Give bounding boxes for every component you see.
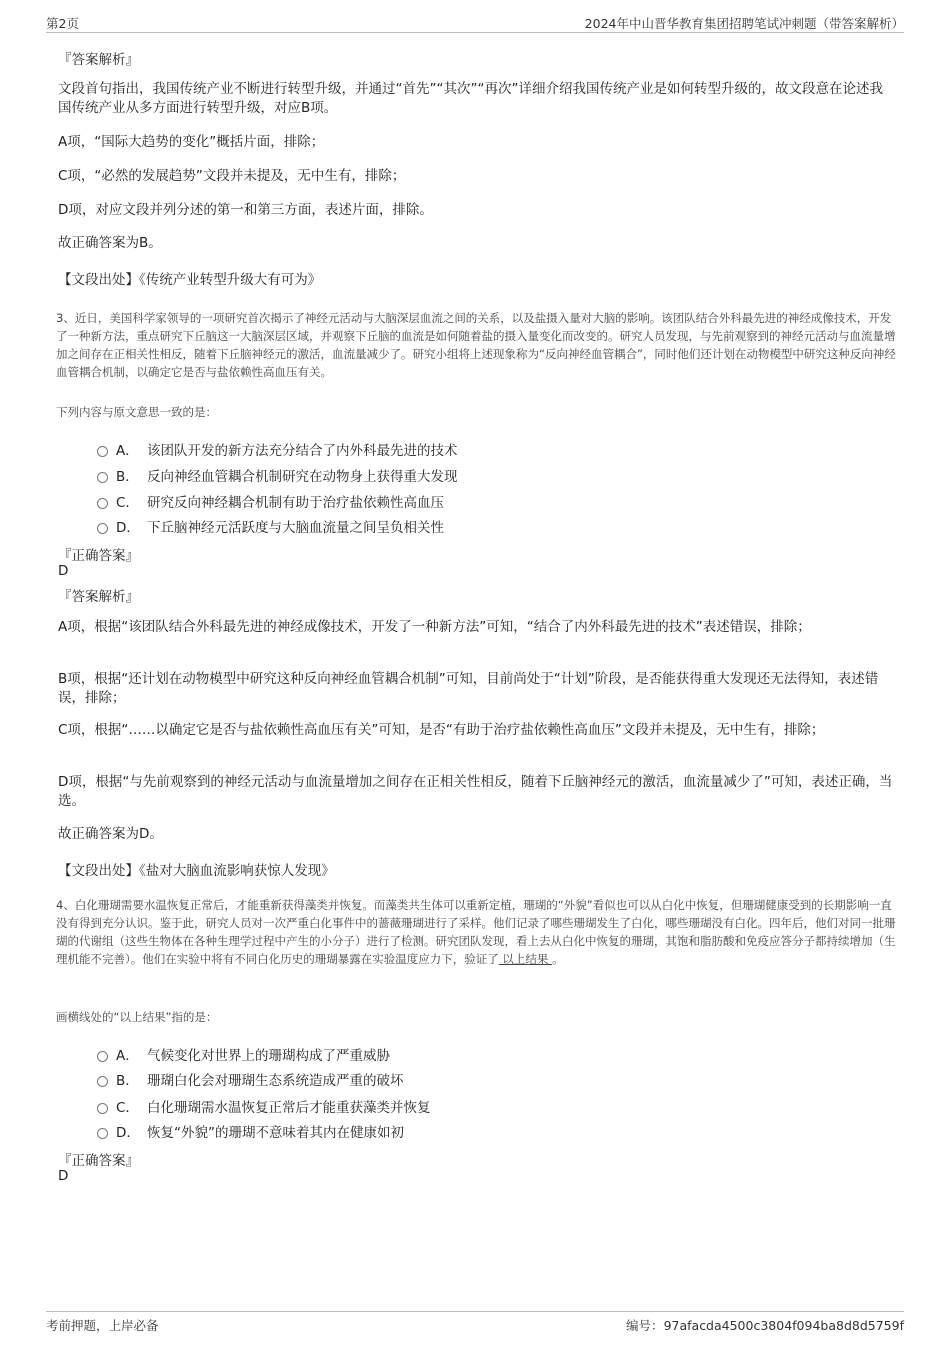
q4-option-b[interactable] [97, 1069, 404, 1089]
q3-option-b[interactable] [97, 465, 458, 485]
q3-analysis-title: 『答案解析』 [58, 589, 139, 605]
q4-prompt: 画横线处的“以上结果”指的是： [56, 1010, 218, 1024]
option-text: 反向神经血管耦合机制研究在动物身上获得重大发现 [147, 469, 458, 485]
q2-analysis-para: 文段首句指出，我国传统产业不断进行转型升级，并通过“首先”“其次”“再次”详细介绍我国传统产业是如何转型升级的，故文段意在论述我国传统产业从多方面进行转型升级，对应B项。 [58, 81, 883, 116]
option-letter: B． [116, 469, 139, 485]
q2-analysis-para: A项，“国际大趋势的变化”概括片面，排除； [58, 134, 325, 150]
option-letter: B． [116, 1073, 139, 1089]
option-text: 下丘脑神经元活跃度与大脑血流量之间呈负相关性 [147, 520, 444, 536]
q2-analysis-para: C项，“必然的发展趋势”文段并未提及，无中生有，排除； [58, 168, 406, 184]
footer-slogan: 考前押题，上岸必备 [46, 1318, 159, 1333]
q4-option-c[interactable] [97, 1096, 431, 1116]
radio-icon[interactable] [97, 1076, 108, 1087]
option-letter: D． [116, 1125, 140, 1141]
q2-analysis-title: 『答案解析』 [58, 52, 139, 68]
radio-icon[interactable] [97, 1103, 108, 1114]
q3-correct-answer: D [58, 563, 69, 579]
q2-analysis-para: D项，对应文段并列分述的第一和第三方面，表述片面，排除。 [58, 202, 433, 218]
q4-correct-answer: D [58, 1168, 69, 1184]
option-letter: A． [116, 1048, 139, 1064]
q4-option-d[interactable] [97, 1121, 404, 1141]
option-text: 白化珊瑚需水温恢复正常后才能重获藻类并恢复 [147, 1100, 431, 1116]
q3-option-a[interactable] [97, 439, 458, 459]
q3-analysis-para: A项，根据“该团队结合外科最先进的神经成像技术，开发了一种新方法”可知，“结合了内外科最先进的技术”表述错误，排除； [58, 619, 811, 635]
q3-option-c[interactable] [97, 491, 444, 511]
page-header [46, 12, 904, 33]
q3-prompt: 下列内容与原文意思一致的是： [56, 405, 217, 419]
option-text: 气候变化对世界上的珊瑚构成了严重威胁 [147, 1048, 390, 1064]
q2-conclusion: 故正确答案为B。 [58, 235, 162, 251]
radio-icon[interactable] [97, 523, 108, 534]
q3-analysis-para: B项，根据“还计划在动物模型中研究这种反向神经血管耦合机制”可知，目前尚处于“计划”阶段，是否能获得重大发现还无法得知，表述错误，排除； [58, 671, 879, 706]
option-text: 研究反向神经耦合机制有助于治疗盐依赖性高血压 [147, 495, 444, 511]
underlined-phrase: 以上结果 [498, 952, 553, 966]
option-text: 该团队开发的新方法充分结合了内外科最先进的技术 [147, 443, 458, 459]
q4-correct-title: 『正确答案』 [58, 1153, 139, 1169]
document-code: 编号：97afacda4500c3804f094ba8d8d5759f [626, 1318, 904, 1333]
q4-stem: 4、白化珊瑚需要水温恢复正常后，才能重新获得藻类并恢复。而藻类共生体可以重新定植，珊瑚的“外貌”看似也可以从白化中恢复，但珊瑚健康受到的长期影响一直没有得到充分认识。鉴于此，研究人员对一次严重白化事件中的蔷薇珊瑚进行了采样。他们记录了哪些珊瑚发生了白化，哪些珊瑚没有白化。四年后，他们对同一批珊瑚的代谢组（这些生物体在各种生理学过程中产生的小分子）进行了检测。研究团队发现，看上去从白化中恢复的珊瑚，其饱和脂肪酸和免疫应答分子都持续增加（生理机能不完善）。他们在实验中将有不同白化历史的珊瑚暴露在实验温度应力下，验证了 以上结果 。 [56, 898, 896, 966]
radio-icon[interactable] [97, 1051, 108, 1062]
q3-correct-title: 『正确答案』 [58, 548, 139, 564]
option-letter: C． [116, 495, 139, 511]
option-text: 珊瑚白化会对珊瑚生态系统造成严重的破坏 [147, 1073, 404, 1089]
option-letter: A． [116, 443, 139, 459]
q3-option-d[interactable] [97, 516, 444, 536]
q2-source: 【文段出处】《传统产业转型升级大有可为》 [58, 272, 322, 288]
option-letter: D． [116, 520, 140, 536]
q3-source: 【文段出处】《盐对大脑血流影响获惊人发现》 [58, 863, 335, 879]
page-number: 第2页 [46, 16, 79, 31]
q4-option-a[interactable] [97, 1044, 390, 1064]
page-footer [46, 1311, 904, 1334]
q3-analysis-para: C项，根据“……以确定它是否与盐依赖性高血压有关”可知，是否“有助于治疗盐依赖性高血压”文段并未提及，无中生有，排除； [58, 722, 825, 738]
radio-icon[interactable] [97, 446, 108, 457]
option-text: 恢复“外貌”的珊瑚不意味着其内在健康如初 [147, 1125, 404, 1141]
document-title: 2024年中山晋华教育集团招聘笔试冲刺题（带答案解析） [584, 16, 904, 31]
q3-conclusion: 故正确答案为D。 [58, 826, 163, 842]
radio-icon[interactable] [97, 1128, 108, 1139]
radio-icon[interactable] [97, 472, 108, 483]
q3-stem: 3、近日，美国科学家领导的一项研究首次揭示了神经元活动与大脑深层血流之间的关系，以及盐摄入量对大脑的影响。该团队结合外科最先进的神经成像技术，开发了一种新方法，重点研究下丘脑这一大脑深层区域，并观察下丘脑的血流是如何随着盐的摄入量变化而改变的。研究人员发现，与先前观察到的神经元活动与血流量增加之间存在正相关性相反，随着下丘脑神经元的激活，血流量减少了。研究小组将上述现象称为“反向神经血管耦合”，同时他们还计划在动物模型中研究这种反向神经血管耦合机制，以确定它是否与盐依赖性高血压有关。 [56, 311, 896, 379]
q3-analysis-para: D项，根据“与先前观察到的神经元活动与血流量增加之间存在正相关性相反，随着下丘脑神经元的激活，血流量减少了”可知，表述正确，当选。 [58, 774, 893, 809]
option-letter: C． [116, 1100, 139, 1116]
radio-icon[interactable] [97, 498, 108, 509]
